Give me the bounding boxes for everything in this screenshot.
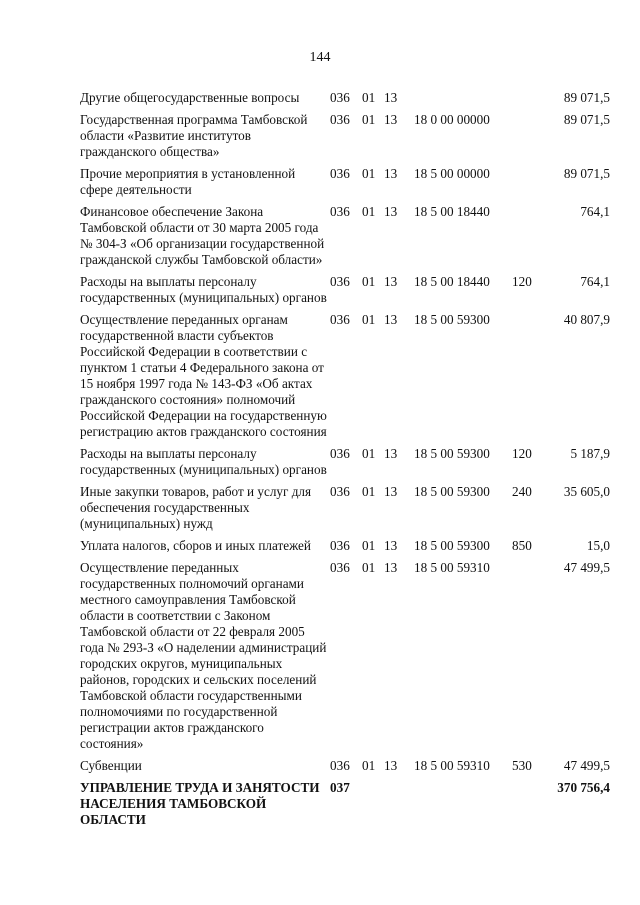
row-name: Субвенции <box>80 758 142 773</box>
row-ved-code: 036 <box>330 758 350 773</box>
row-subsection-code: 13 <box>384 312 398 327</box>
row-section-code: 01 <box>362 484 376 499</box>
row-target-article-code: 18 5 00 18440 <box>414 274 490 289</box>
row-name: Осуществление переданных органам государственной власти субъектов Российской Федерации в соответствии с пунктом 1 статьи 4 Федерального закона от 15 ноября 1997 года № 143-ФЗ «Об актах гражданского состояния» полномочий Российской Федерации на государственную регистрацию актов гражданского состояния <box>80 312 327 439</box>
row-target-article-code <box>414 90 512 112</box>
row-section-code: 01 <box>362 538 376 553</box>
row-ved-code: 036 <box>330 166 350 181</box>
table-row <box>80 446 610 484</box>
table-row <box>80 538 610 560</box>
row-ved-code: 036 <box>330 446 350 461</box>
row-name: Осуществление переданных государственных полномочий органами местного самоуправления Тамбовской области в соответствии с Законом Тамбовской области от 22 февраля 2005 года № 293-З «О наделении администраций городских округов, муниципальных районов, городских и сельских поселений Тамбовской области государственными полномочиями по государственной регистрации актов гражданского состояния» <box>80 560 327 751</box>
row-subsection-code: 13 <box>384 90 398 105</box>
row-target-article-code: 18 5 00 59300 <box>414 446 490 461</box>
row-subsection-code: 13 <box>384 484 398 499</box>
row-target-article-code: 18 5 00 18440 <box>414 204 490 219</box>
page-number: 144 <box>309 50 331 65</box>
row-expense-type-code <box>512 166 542 204</box>
row-amount: 764,1 <box>580 204 610 219</box>
row-expense-type-code: 120 <box>512 274 532 289</box>
row-name: Расходы на выплаты персоналу государственных (муниципальных) органов <box>80 274 327 305</box>
row-expense-type-code <box>512 204 542 274</box>
row-name: Государственная программа Тамбовской области «Развитие институтов гражданского общества» <box>80 112 308 159</box>
table-row <box>80 312 610 446</box>
table-row <box>80 90 610 112</box>
row-subsection-code: 13 <box>384 204 398 219</box>
row-expense-type-code <box>512 312 542 446</box>
row-subsection-code: 13 <box>384 112 398 127</box>
row-section-code: 01 <box>362 166 376 181</box>
row-expense-type-code: 850 <box>512 538 532 553</box>
row-amount: 370 756,4 <box>557 780 610 795</box>
row-section-code: 01 <box>362 274 376 289</box>
table-row <box>80 560 610 758</box>
row-subsection-code: 13 <box>384 560 398 575</box>
budget-table-body <box>80 90 610 834</box>
row-name: Иные закупки товаров, работ и услуг для обеспечения государственных (муниципальных) нужд <box>80 484 312 531</box>
row-expense-type-code: 240 <box>512 484 532 499</box>
row-name: Другие общегосударственные вопросы <box>80 90 300 105</box>
row-section-code: 01 <box>362 560 376 575</box>
row-ved-code: 036 <box>330 560 350 575</box>
row-target-article-code: 18 5 00 59310 <box>414 560 490 575</box>
row-ved-code: 036 <box>330 204 350 219</box>
row-name: Расходы на выплаты персоналу государственных (муниципальных) органов <box>80 446 327 477</box>
row-ved-code: 036 <box>330 484 350 499</box>
table-row <box>80 204 610 274</box>
row-subsection-code: 13 <box>384 166 398 181</box>
row-amount: 35 605,0 <box>563 484 610 499</box>
row-section-code: 01 <box>362 90 376 105</box>
table-row <box>80 274 610 312</box>
row-name: Прочие мероприятия в установленной сфере деятельности <box>80 166 296 197</box>
row-target-article-code: 18 5 00 59300 <box>414 538 490 553</box>
row-target-article-code <box>414 780 512 834</box>
row-target-article-code: 18 5 00 59310 <box>414 758 490 773</box>
budget-table <box>80 90 610 834</box>
table-row <box>80 166 610 204</box>
row-name: УПРАВЛЕНИЕ ТРУДА И ЗАНЯТОСТИ НАСЕЛЕНИЯ ТАМБОВСКОЙ ОБЛАСТИ <box>80 780 320 827</box>
table-row <box>80 758 610 780</box>
row-expense-type-code: 530 <box>512 758 532 773</box>
row-subsection-code <box>384 780 414 834</box>
row-ved-code: 036 <box>330 112 350 127</box>
row-section-code: 01 <box>362 758 376 773</box>
row-expense-type-code <box>512 112 542 166</box>
table-row <box>80 780 610 834</box>
row-amount: 47 499,5 <box>563 560 610 575</box>
row-subsection-code: 13 <box>384 446 398 461</box>
row-subsection-code: 13 <box>384 274 398 289</box>
row-amount: 5 187,9 <box>570 446 610 461</box>
row-target-article-code: 18 5 00 59300 <box>414 484 490 499</box>
row-section-code: 01 <box>362 112 376 127</box>
row-target-article-code: 18 5 00 59300 <box>414 312 490 327</box>
row-section-code: 01 <box>362 204 376 219</box>
row-expense-type-code <box>512 780 542 834</box>
row-section-code: 01 <box>362 312 376 327</box>
row-expense-type-code: 120 <box>512 446 532 461</box>
row-amount: 89 071,5 <box>563 90 610 105</box>
row-subsection-code: 13 <box>384 758 398 773</box>
row-amount: 47 499,5 <box>563 758 610 773</box>
table-row <box>80 484 610 538</box>
table-row <box>80 112 610 166</box>
row-target-article-code: 18 5 00 00000 <box>414 166 490 181</box>
row-target-article-code: 18 0 00 00000 <box>414 112 490 127</box>
row-name: Уплата налогов, сборов и иных платежей <box>80 538 311 553</box>
row-amount: 764,1 <box>580 274 610 289</box>
row-expense-type-code <box>512 560 542 758</box>
row-ved-code: 036 <box>330 312 350 327</box>
row-ved-code: 036 <box>330 538 350 553</box>
row-expense-type-code <box>512 90 542 112</box>
row-amount: 15,0 <box>586 538 610 553</box>
row-amount: 89 071,5 <box>563 166 610 181</box>
row-subsection-code: 13 <box>384 538 398 553</box>
row-amount: 40 807,9 <box>563 312 610 327</box>
row-ved-code: 036 <box>330 90 350 105</box>
row-ved-code: 036 <box>330 274 350 289</box>
row-section-code: 01 <box>362 446 376 461</box>
row-ved-code: 037 <box>330 780 350 795</box>
row-section-code <box>362 780 384 834</box>
row-name: Финансовое обеспечение Закона Тамбовской области от 30 марта 2005 года № 304-З «Об организации государственной гражданской службы Тамбовской области» <box>80 204 325 267</box>
row-amount: 89 071,5 <box>563 112 610 127</box>
